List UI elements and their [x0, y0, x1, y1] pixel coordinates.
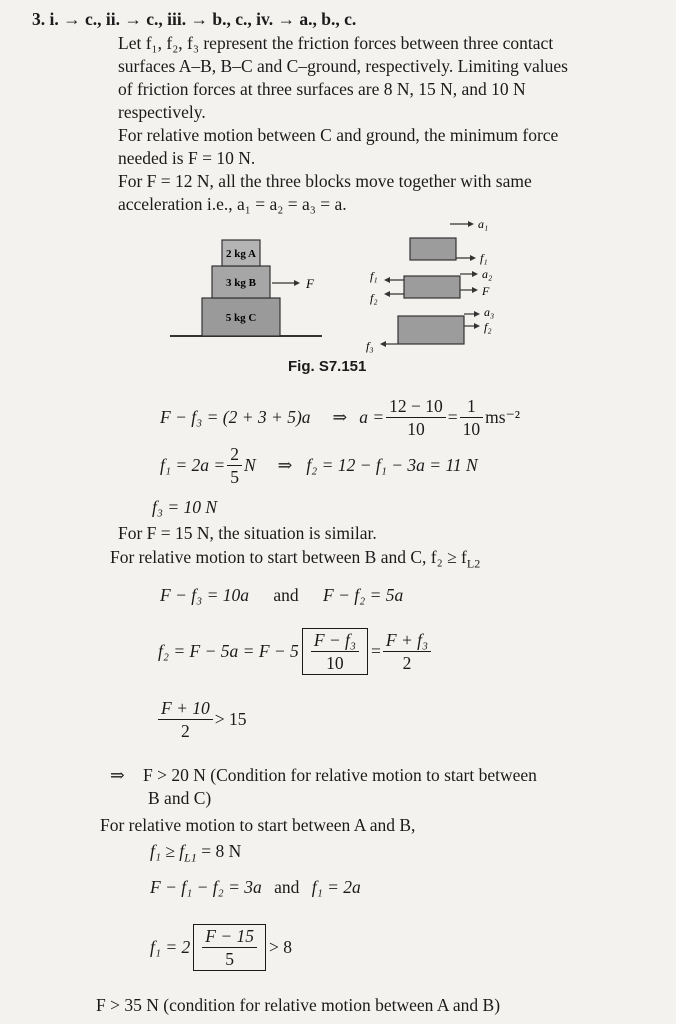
para2-line1: For relative motion between C and ground, the minimum force — [118, 125, 559, 145]
eq1-equals: = — [447, 407, 458, 427]
para3-line1: For F = 12 N, all the three blocks move together with same — [118, 171, 532, 191]
eq2-arrow: ⇒ — [277, 455, 293, 475]
eq1-frac1-num: 12 − 10 — [386, 395, 446, 418]
fbd-block-c — [398, 316, 464, 344]
fbd-f1-left-head — [384, 277, 390, 283]
eq1-unit: ms⁻² — [485, 407, 521, 427]
eq1-frac1-den: 10 — [407, 418, 425, 439]
eq2-frac — [227, 443, 242, 488]
eq10-left: f₁ = 2 — [150, 937, 191, 957]
equation-8 — [150, 840, 241, 869]
eq9-and: and — [274, 877, 300, 897]
eq6-frac — [158, 697, 213, 742]
question-number: 3. — [32, 9, 46, 29]
fbd-a3-head — [474, 311, 480, 317]
equation-2 — [160, 440, 478, 490]
fbd-block-b — [404, 276, 460, 298]
eq5-frac1 — [311, 629, 359, 674]
eq1-left: F − f₃ = (2 + 3 + 5)a — [160, 407, 311, 427]
text-bc-sub: L2 — [466, 556, 481, 571]
eq10-frac-num: F − 15 — [202, 925, 257, 948]
equation-1 — [160, 392, 520, 442]
eq1-frac2-num: 1 — [460, 395, 484, 418]
figure-caption: Fig. S7.151 — [288, 358, 367, 375]
fbd-F-label: F — [482, 284, 490, 298]
eq2-right: f₂ = 12 − f₁ − 3a = 11 N — [306, 455, 478, 475]
eq5-bracket — [302, 628, 368, 675]
eq10-frac — [202, 925, 257, 970]
eq4-b: F − f₂ = 5a — [323, 585, 404, 605]
fbd-f2-right-label: f₂ — [484, 320, 492, 334]
equation-9 — [150, 876, 361, 898]
eq8-right: = 8 N — [196, 841, 242, 861]
text-line-ab: For relative motion to start between A and B, — [100, 815, 416, 835]
equation-11: F > 35 N (condition for relative motion between A and B) — [96, 995, 501, 1015]
eq2-left: f₁ = 2a = — [160, 455, 226, 475]
equation-5 — [158, 622, 433, 680]
para1-line3: of friction forces at three surfaces are 8 N, 15 N, and 10 N — [118, 79, 526, 99]
eq9-a: F − f₁ − f₂ = 3a — [150, 877, 262, 897]
fbd-f2-left-label: f₂ — [370, 291, 378, 305]
eq7-text: F > 20 N (Condition for relative motion to start between — [143, 765, 537, 785]
eq6-frac-num: F + 10 — [158, 697, 213, 720]
eq1-frac2-den: 10 — [462, 418, 481, 439]
force-label: F — [306, 276, 314, 291]
equation-6 — [156, 694, 247, 744]
eq1-frac2 — [460, 395, 484, 440]
fbd-a1-head — [468, 221, 474, 227]
text-bc-main: For relative motion to start between B and C, f₂ ≥ f — [110, 547, 467, 567]
fbd-f3-label: f₃ — [366, 339, 374, 353]
para2-line2: needed is F = 10 N. — [118, 148, 256, 168]
equation-4 — [160, 584, 403, 606]
question-header — [32, 8, 356, 30]
eq2-frac-den: 5 — [230, 466, 239, 487]
fbd-F-head — [472, 287, 478, 293]
eq5-equals: = — [371, 641, 381, 661]
fbd-a2-head — [472, 271, 478, 277]
block-c-label: 5 kg C — [225, 312, 257, 324]
eq5-frac1-num: F − f₃ — [311, 629, 359, 652]
eq5-frac2-num: F + f₃ — [383, 629, 431, 652]
eq7-arrow: ⇒ — [110, 765, 125, 785]
equation-3: f₃ = 10 N — [152, 497, 218, 517]
fbd-f2-left-head — [384, 291, 390, 297]
eq10-frac-den: 5 — [225, 948, 235, 969]
fbd-f3-head — [380, 341, 386, 347]
equation-7-cont: B and C) — [148, 788, 212, 808]
fbd-a1-label: a₁ — [478, 217, 489, 231]
eq2-unit: N — [243, 455, 256, 475]
fbd-f1-top-label: f₁ — [480, 251, 488, 265]
force-arrowhead — [294, 280, 300, 286]
para1-line2: surfaces A–B, B–C and C–ground, respectively. Limiting values — [118, 56, 568, 76]
block-b-label: 3 kg B — [226, 277, 256, 289]
fbd-a3-label: a₃ — [484, 305, 495, 319]
answer-key: i. → c., ii. → c., iii. → b., c., iv. → a., b., c. — [49, 9, 357, 29]
text-line-bc — [110, 546, 480, 575]
fbd-f1-left-label: f₁ — [370, 269, 378, 283]
text-line-f15: For F = 15 N, the situation is similar. — [118, 523, 377, 543]
block-figure — [160, 214, 520, 354]
eq4-a: F − f₃ = 10a — [160, 585, 250, 605]
fbd-f2-right-head — [474, 323, 480, 329]
eq9-b: f₁ = 2a — [311, 877, 361, 897]
para1-line4: respectively. — [118, 102, 206, 122]
eq6-right: > 15 — [214, 709, 247, 729]
para1-line1: Let f₁, f₂, f₃ represent the friction forces between three contact — [118, 33, 554, 53]
eq6-frac-den: 2 — [181, 720, 190, 741]
fbd-f1-head — [470, 255, 476, 261]
eq4-and: and — [273, 585, 299, 605]
eq10-right: > 8 — [269, 937, 293, 957]
para3-line2: acceleration i.e., a₁ = a₂ = a₃ = a. — [118, 194, 347, 214]
eq10-bracket — [193, 924, 266, 971]
fbd-block-a — [410, 238, 456, 260]
fbd-a2-label: a₂ — [482, 267, 493, 281]
eq8-sub: L1 — [184, 850, 197, 865]
equation-7 — [110, 764, 537, 786]
eq5-left: f₂ = F − 5a = F − 5 — [158, 641, 299, 661]
eq5-frac2-den: 2 — [402, 652, 412, 673]
eq1-a: a = — [359, 407, 385, 427]
equation-10 — [150, 918, 292, 976]
eq5-frac2 — [383, 629, 431, 674]
block-a-label: 2 kg A — [226, 248, 256, 260]
eq1-frac1 — [386, 395, 446, 440]
eq1-arrow: ⇒ — [332, 407, 348, 427]
eq5-frac1-den: 10 — [326, 652, 344, 673]
eq2-frac-num: 2 — [227, 443, 242, 466]
eq8-main: f₁ ≥ f — [150, 841, 185, 861]
